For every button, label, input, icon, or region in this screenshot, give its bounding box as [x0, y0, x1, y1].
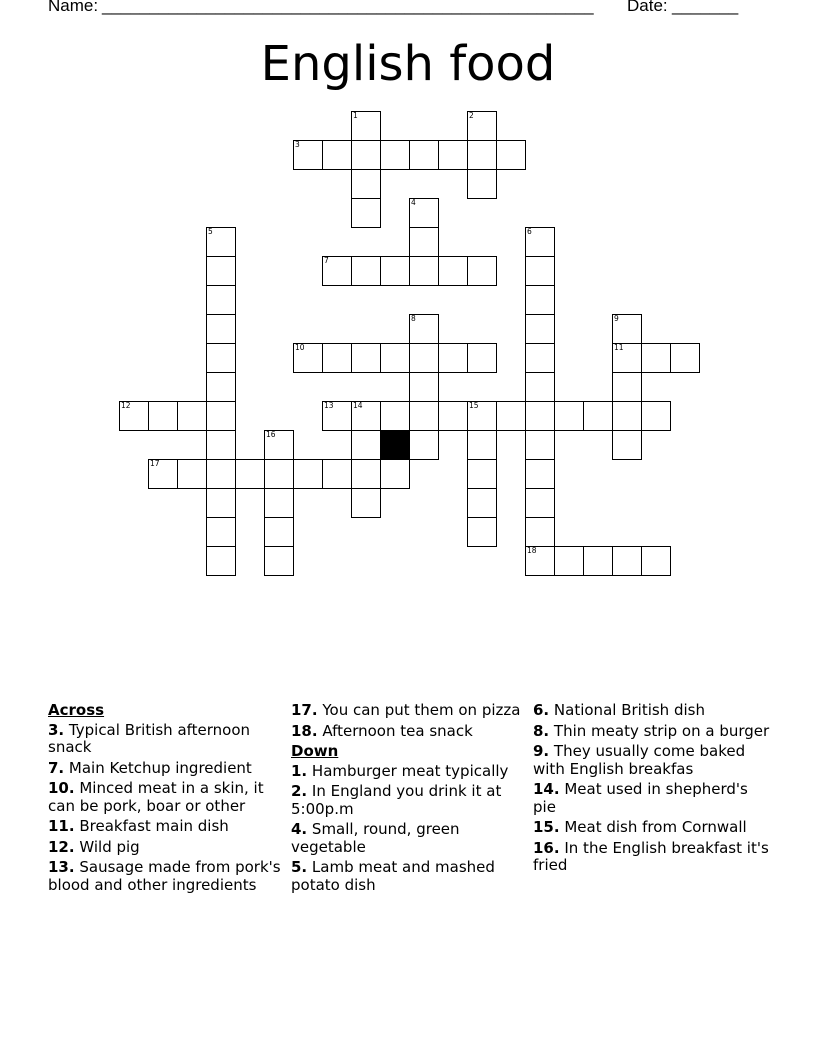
clues-column-1	[48, 702, 288, 897]
black-cell	[380, 430, 410, 460]
name-field[interactable]: ____________________________________________________	[102, 0, 594, 15]
grid-cell[interactable]	[351, 430, 381, 460]
grid-cell[interactable]	[612, 546, 642, 576]
grid-cell[interactable]	[351, 459, 381, 489]
grid-cell[interactable]	[409, 314, 439, 344]
grid-cell[interactable]	[496, 140, 526, 170]
grid-cell[interactable]	[438, 256, 468, 286]
clue-number: 13	[324, 401, 334, 410]
clue-across-12: 12. Wild pig	[48, 837, 140, 856]
clue-across-17: 17. You can put them on pizza	[291, 701, 521, 719]
grid-cell[interactable]	[380, 459, 410, 489]
grid-cell[interactable]	[322, 343, 352, 373]
page-title: English food	[260, 36, 556, 92]
clue-down-6: 6. National British dish	[533, 701, 705, 719]
grid-cell[interactable]	[293, 459, 323, 489]
grid-cell[interactable]	[612, 372, 642, 402]
grid-cell[interactable]	[467, 488, 497, 518]
clue-across-18: 18. Afternoon tea snack	[291, 721, 473, 740]
grid-cell[interactable]	[351, 140, 381, 170]
down-heading: Down	[291, 742, 339, 760]
clue-down-2: 2. In England you drink it at 5:00p.m	[291, 782, 502, 818]
grid-cell[interactable]	[554, 401, 584, 431]
grid-cell[interactable]	[467, 459, 497, 489]
clue-down-14: 14. Meat used in shepherd's pie	[533, 780, 748, 816]
clue-across-10: 10. Minced meat in a skin, it can be pork, boar or other	[48, 779, 264, 815]
grid-cell[interactable]	[206, 517, 236, 547]
grid-cell[interactable]	[583, 546, 613, 576]
grid-cell[interactable]	[641, 401, 671, 431]
grid-cell[interactable]	[119, 401, 149, 431]
grid-cell[interactable]	[409, 227, 439, 257]
grid-cell[interactable]	[177, 401, 207, 431]
grid-cell[interactable]	[467, 111, 497, 141]
grid-cell[interactable]	[380, 140, 410, 170]
grid-cell[interactable]	[496, 401, 526, 431]
grid-cell[interactable]	[409, 372, 439, 402]
clue-number: 12	[121, 401, 131, 410]
grid-cell[interactable]	[351, 401, 381, 431]
grid-cell[interactable]	[525, 372, 555, 402]
grid-cell[interactable]	[525, 401, 555, 431]
clue-number: 3	[295, 140, 300, 149]
grid-cell[interactable]	[206, 401, 236, 431]
grid-cell[interactable]	[264, 517, 294, 547]
grid-cell[interactable]	[177, 459, 207, 489]
grid-cell[interactable]	[641, 343, 671, 373]
grid-cell[interactable]	[206, 430, 236, 460]
grid-cell[interactable]	[380, 401, 410, 431]
grid-cell[interactable]	[206, 314, 236, 344]
grid-cell[interactable]	[467, 430, 497, 460]
clue-number: 8	[411, 314, 416, 323]
grid-cell[interactable]	[525, 459, 555, 489]
grid-cell[interactable]	[322, 401, 352, 431]
grid-cell[interactable]	[206, 459, 236, 489]
grid-cell[interactable]	[235, 459, 265, 489]
grid-cell[interactable]	[322, 459, 352, 489]
clue-number: 5	[208, 227, 213, 236]
grid-cell[interactable]	[467, 517, 497, 547]
grid-cell[interactable]	[293, 343, 323, 373]
grid-cell[interactable]	[525, 227, 555, 257]
clues-column-2	[291, 702, 531, 897]
grid-cell[interactable]	[409, 198, 439, 228]
clue-number: 18	[527, 546, 537, 555]
grid-cell[interactable]	[409, 256, 439, 286]
clue-number: 9	[614, 314, 619, 323]
grid-cell[interactable]	[380, 343, 410, 373]
grid-cell[interactable]	[264, 430, 294, 460]
grid-cell[interactable]	[525, 430, 555, 460]
grid-cell[interactable]	[409, 430, 439, 460]
clue-across-7: 7. Main Ketchup ingredient	[48, 758, 252, 777]
clue-down-15: 15. Meat dish from Cornwall	[533, 818, 747, 836]
grid-cell[interactable]	[438, 401, 468, 431]
grid-cell[interactable]	[264, 459, 294, 489]
grid-cell[interactable]	[612, 343, 642, 373]
clue-across-3: 3. Typical British afternoon snack	[48, 720, 251, 756]
clue-across-11: 11. Breakfast main dish	[48, 817, 229, 835]
grid-cell[interactable]	[612, 401, 642, 431]
clue-down-9: 9. They usually come baked with English breakfas	[533, 742, 746, 778]
grid-cell[interactable]	[206, 546, 236, 576]
grid-cell[interactable]	[670, 343, 700, 373]
grid-cell[interactable]	[206, 343, 236, 373]
grid-cell[interactable]	[612, 314, 642, 344]
clue-number: 6	[527, 227, 532, 236]
clue-down-4: 4. Small, round, green vegetable	[291, 820, 460, 856]
grid-cell[interactable]	[467, 401, 497, 431]
grid-cell[interactable]	[525, 343, 555, 373]
grid-cell[interactable]	[206, 488, 236, 518]
clue-number: 4	[411, 198, 416, 207]
grid-cell[interactable]	[264, 546, 294, 576]
date-label: Date:	[627, 0, 668, 15]
grid-cell[interactable]	[409, 401, 439, 431]
grid-cell[interactable]	[467, 140, 497, 170]
grid-cell[interactable]	[525, 285, 555, 315]
grid-cell[interactable]	[554, 546, 584, 576]
grid-cell[interactable]	[438, 343, 468, 373]
grid-cell[interactable]	[351, 256, 381, 286]
clue-number: 1	[353, 111, 358, 120]
clue-number: 14	[353, 401, 363, 410]
clue-down-1: 1. Hamburger meat typically	[291, 761, 509, 780]
grid-cell[interactable]	[322, 256, 352, 286]
clue-number: 7	[324, 256, 329, 265]
grid-cell[interactable]	[293, 140, 323, 170]
clue-down-8: 8. Thin meaty strip on a burger	[533, 721, 770, 740]
clues-column-3	[533, 702, 773, 878]
grid-cell[interactable]	[351, 198, 381, 228]
grid-cell[interactable]	[351, 343, 381, 373]
grid-cell[interactable]	[612, 430, 642, 460]
grid-cell[interactable]	[525, 488, 555, 518]
grid-cell[interactable]	[148, 459, 178, 489]
grid-cell[interactable]	[409, 343, 439, 373]
clue-down-5: 5. Lamb meat and mashed potato dish	[291, 858, 495, 894]
grid-cell[interactable]	[206, 227, 236, 257]
clue-number: 2	[469, 111, 474, 120]
grid-cell[interactable]	[351, 488, 381, 518]
grid-cell[interactable]	[525, 256, 555, 286]
grid-cell[interactable]	[641, 546, 671, 576]
grid-cell[interactable]	[206, 372, 236, 402]
grid-cell[interactable]	[467, 343, 497, 373]
clue-down-16: 16. In the English breakfast it's fried	[533, 838, 769, 874]
grid-cell[interactable]	[525, 517, 555, 547]
grid-cell[interactable]	[467, 169, 497, 199]
grid-cell[interactable]	[438, 140, 468, 170]
clue-number: 16	[266, 430, 276, 439]
clue-number: 15	[469, 401, 479, 410]
clue-number: 17	[150, 459, 160, 468]
grid-cell[interactable]	[264, 488, 294, 518]
date-field[interactable]: _______	[672, 0, 739, 15]
grid-cell[interactable]	[467, 256, 497, 286]
grid-cell[interactable]	[148, 401, 178, 431]
name-label: Name:	[48, 0, 99, 15]
grid-cell[interactable]	[351, 169, 381, 199]
clue-number: 10	[295, 343, 305, 352]
grid-cell[interactable]	[206, 256, 236, 286]
grid-cell[interactable]	[409, 140, 439, 170]
grid-cell[interactable]	[583, 401, 613, 431]
clue-across-13: 13. Sausage made from pork's blood and other ingredients	[48, 858, 281, 894]
grid-cell[interactable]	[206, 285, 236, 315]
across-heading: Across	[48, 701, 105, 719]
grid-cell[interactable]	[525, 546, 555, 576]
grid-cell[interactable]	[380, 256, 410, 286]
grid-cell[interactable]	[351, 111, 381, 141]
grid-cell[interactable]	[322, 140, 352, 170]
clue-number: 11	[614, 343, 624, 352]
grid-cell[interactable]	[525, 314, 555, 344]
